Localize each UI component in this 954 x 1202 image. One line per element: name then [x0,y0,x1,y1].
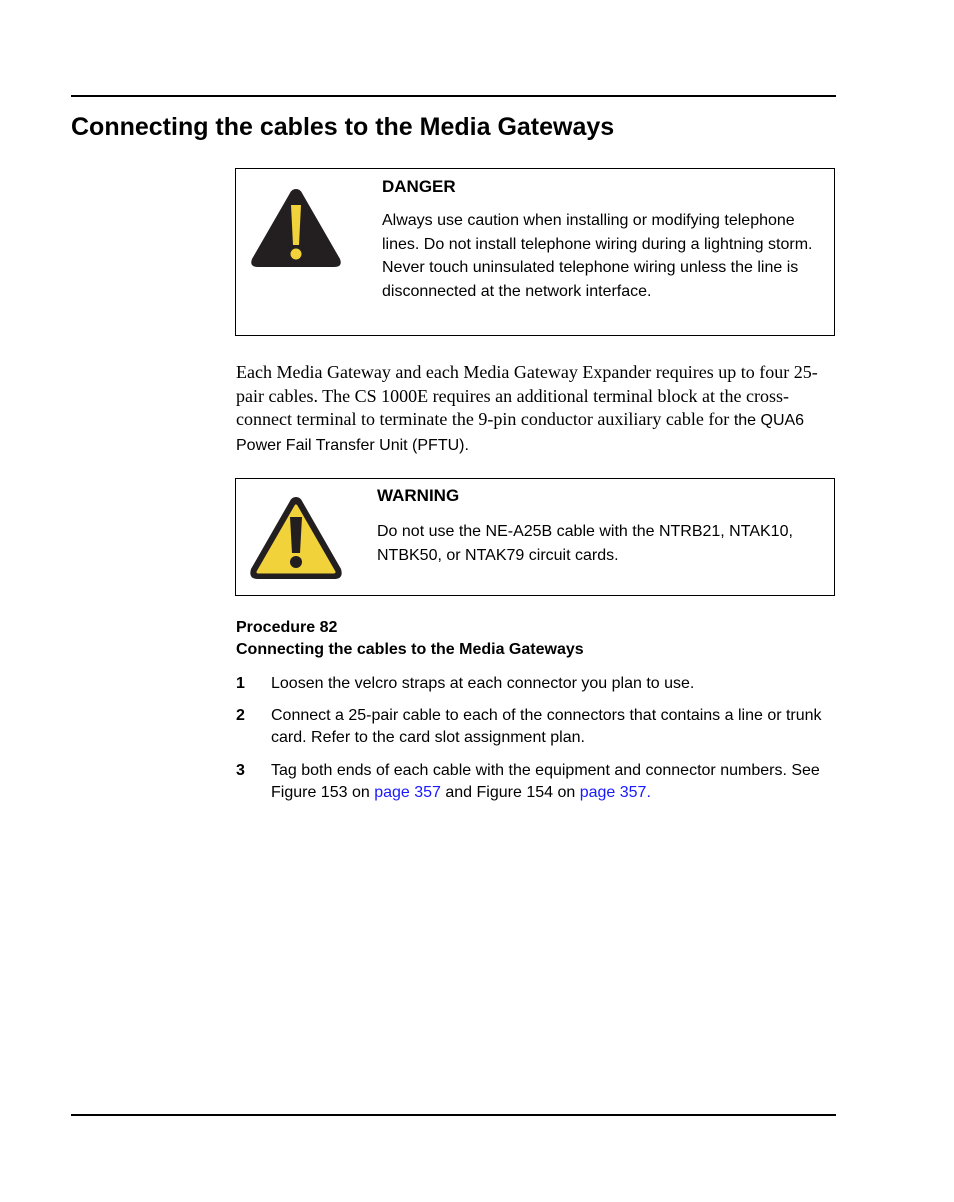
step-number: 1 [236,675,245,692]
bottom-rule [71,1114,836,1116]
step-number: 2 [236,707,245,724]
step-text-after: . [646,784,651,801]
caution-triangle-icon [248,495,344,586]
step-text-middle: and Figure 154 on [445,784,576,801]
danger-text: Always use caution when installing or modifying telephone lines. Do not install telephone wiring during a lightning storm. Never touch uninsulated telephone wiring unless the line is disconnected at the network interface. [382,212,813,300]
body-paragraph [236,361,836,458]
procedure-label: Procedure 82 [236,619,338,636]
step-text: Loosen the velcro straps at each connector you plan to use. [271,675,695,692]
warning-title: WARNING [377,486,460,505]
danger-title: DANGER [382,177,456,196]
page-357-link-figure-153[interactable]: page 357 [374,784,441,801]
step-text [271,760,837,804]
procedure-title: Connecting the cables to the Media Gateways [236,641,584,658]
page-357-link-figure-154[interactable]: page 357 [579,784,647,801]
step-number: 3 [236,762,245,779]
body-paragraph-tail: the QUA6 Power Fail Transfer Unit (PFTU). [236,412,805,455]
step-text: Connect a 25-pair cable to each of the connectors that contains a line or trunk card. Refer to the card slot assignment plan. [271,707,822,746]
page-title: Connecting the cables to the Media Gateways [71,113,615,141]
warning-triangle-icon [248,185,344,276]
warning-notice [235,478,835,596]
warning-text: Do not use the NE-A25B cable with the NTRB21, NTAK10, NTBK50, or NTAK79 circuit cards. [377,523,793,564]
body-paragraph-text: Each Media Gateway and each Media Gateway Expander requires up to four 25-pair cables. The CS 1000E requires an additional terminal block at the cross-connect terminal to terminate the 9-pin conductor auxiliary cable for [236,362,818,430]
step-text-before: Tag both ends of each cable with the equipment and connector numbers. See Figure 153 on [271,762,820,801]
danger-notice [235,168,835,336]
top-rule [71,95,836,97]
